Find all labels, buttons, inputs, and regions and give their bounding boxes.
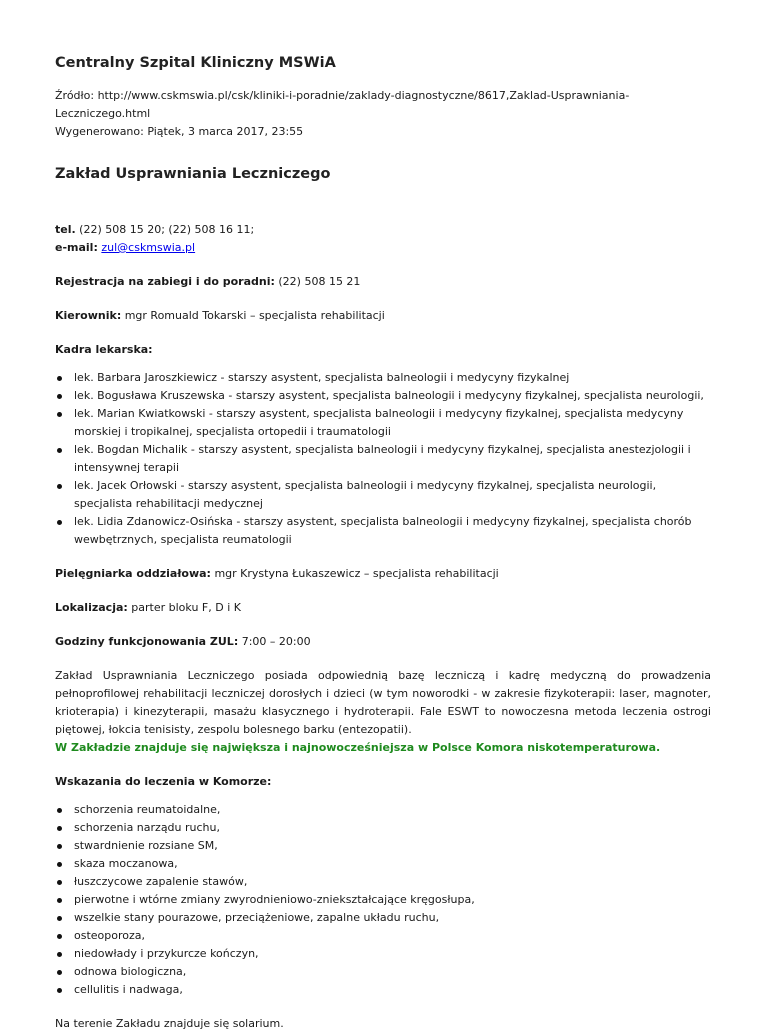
email-link[interactable]: zul@cskmswia.pl — [101, 241, 196, 254]
indications-heading — [55, 773, 711, 791]
indications-list — [55, 801, 711, 999]
phone-value: (22) 508 15 20; (22) 508 16 11; — [75, 223, 255, 236]
list-item: pierwotne i wtórne zmiany zwyrodnieniowo-zniekształcające kręgosłupa, — [74, 891, 711, 909]
list-item: lek. Barbara Jaroszkiewicz - starszy asystent, specjalista balneologii i medycyny fizykalnej — [74, 369, 711, 387]
list-item: łuszczycowe zapalenie stawów, — [74, 873, 711, 891]
location-line — [55, 599, 711, 617]
list-item: cellulitis i nadwaga, — [74, 981, 711, 999]
head-nurse-line — [55, 565, 711, 583]
source-url: Źródło: http://www.cskmswia.pl/csk/kliniki-i-poradnie/zaklady-diagnostyczne/8617,Zaklad-Usprawniania-Leczniczego.html — [55, 89, 630, 120]
location-label: Lokalizacja: — [55, 601, 128, 614]
medical-staff-label: Kadra lekarska: — [55, 343, 153, 356]
list-item: wszelkie stany pourazowe, przeciążeniowe, zapalne układu ruchu, — [74, 909, 711, 927]
phone-line — [55, 221, 711, 239]
medical-staff-list — [55, 369, 711, 549]
list-item: schorzenia reumatoidalne, — [74, 801, 711, 819]
list-item: stwardnienie rozsiane SM, — [74, 837, 711, 855]
hours-label: Godziny funkcjonowania ZUL: — [55, 635, 239, 648]
list-item: skaza moczanowa, — [74, 855, 711, 873]
list-item: lek. Jacek Orłowski - starszy asystent, specjalista balneologii i medycyny fizykalnej, specjalista neurologii, specjalista rehabilitacji medycznej — [74, 477, 711, 513]
list-item: odnowa biologiczna, — [74, 963, 711, 981]
registration-line — [55, 273, 711, 291]
registration-label: Rejestracja na zabiegi i do poradni: — [55, 275, 275, 288]
footer-note: Na terenie Zakładu znajduje się solarium. — [55, 1017, 284, 1030]
location-value: parter bloku F, D i K — [127, 601, 241, 614]
head-of-unit-label: Kierownik: — [55, 309, 122, 322]
hours-line — [55, 633, 711, 651]
list-item: schorzenia narządu ruchu, — [74, 819, 711, 837]
phone-label: tel. — [55, 223, 76, 236]
indications-label: Wskazania do leczenia w Komorze: — [55, 775, 272, 788]
page-heading: Zakład Usprawniania Leczniczego — [55, 166, 331, 182]
document-meta — [55, 87, 711, 141]
registration-value: (22) 508 15 21 — [274, 275, 361, 288]
list-item: lek. Bogdan Michalik - starszy asystent, specjalista balneologii i medycyny fizykalnej, specjalista anestezjologii i intensywnej terapii — [74, 441, 711, 477]
email-line — [55, 239, 711, 257]
head-nurse-label: Pielęgniarka oddziałowa: — [55, 567, 211, 580]
list-item: lek. Marian Kwiatkowski - starszy asystent, specjalista balneologii i medycyny fizykalnej, specjalista medycyny morskiej i tropikalnej, specjalista ortopedii i traumatologii — [74, 405, 711, 441]
list-item: lek. Lidia Zdanowicz-Osińska - starszy asystent, specjalista balneologii i medycyny fizykalnej, specjalista chorób wewbętrznych, specjalista reumatologii — [74, 513, 711, 549]
head-of-unit-line — [55, 307, 711, 325]
list-item: lek. Bogusława Kruszewska - starszy asystent, specjalista balneologii i medycyny fizykalnej, specjalista neurologii, — [74, 387, 711, 405]
list-item: niedowłady i przykurcze kończyn, — [74, 945, 711, 963]
highlight-text: W Zakładzie znajduje się największa i najnowocześniejsza w Polsce Komora niskotemperaturowa. — [55, 741, 661, 754]
head-of-unit-value: mgr Romuald Tokarski – specjalista rehabilitacji — [121, 309, 385, 322]
email-label: e-mail: — [55, 241, 98, 254]
medical-staff-heading — [55, 341, 711, 359]
head-nurse-value: mgr Krystyna Łukaszewicz – specjalista rehabilitacji — [210, 567, 499, 580]
contact-block — [55, 221, 711, 257]
description-paragraph: Zakład Usprawniania Leczniczego posiada odpowiednią bazę leczniczą i kadrę medyczną do prowadzenia pełnoprofilowej rehabilitacji leczniczej dorosłych i dzieci (w tym noworodki - w zakresie fizykoterapii: laser, magnoter, krioterapia) i kinezyterapii, masażu klasycznego i hydroterapii. Fale ESWT to nowoczesna metoda leczenia ostrogi piętowej, łokcia tenisisty, zespolu bolesnego barku (entezopatii). — [55, 669, 711, 736]
site-title: Centralny Szpital Kliniczny MSWiA — [55, 55, 336, 71]
list-item: osteoporoza, — [74, 927, 711, 945]
hours-value: 7:00 – 20:00 — [238, 635, 311, 648]
generated-date: Wygenerowano: Piątek, 3 marca 2017, 23:55 — [55, 125, 304, 138]
